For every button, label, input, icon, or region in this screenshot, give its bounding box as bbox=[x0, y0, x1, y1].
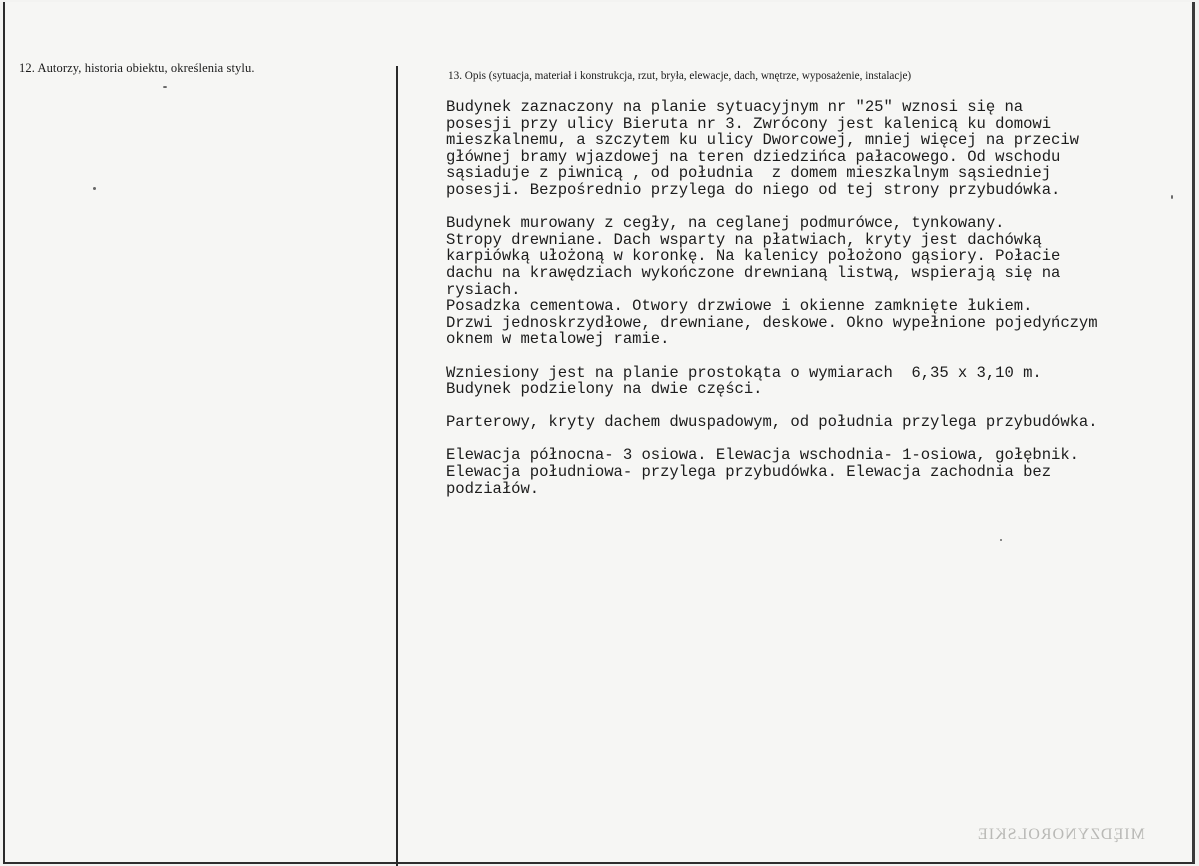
text-line: Budynek podzielony na dwie części. bbox=[446, 380, 763, 399]
text-line: Elewacja północna- 3 osiowa. Elewacja wschodnia- 1-osiowa, gołębnik. bbox=[446, 446, 1079, 465]
text-line: Budynek zaznaczony na planie sytuacyjnym nr "25" wznosi się na bbox=[446, 98, 1024, 116]
section-13-header: 13. Opis (sytuacja, materiał i konstrukcja, rzut, bryła, elewacje, dach, wnętrze, wyposażenie, instalacje) bbox=[448, 70, 912, 82]
paragraph-massing bbox=[446, 414, 1181, 431]
text-line: Stropy drewniane. Dach wsparty na płatwiach, kryty jest dachówką bbox=[446, 230, 1042, 249]
text-line: Wzniesiony jest na planie prostokąta o wymiarach 6,35 x 3,10 m. bbox=[446, 363, 1042, 382]
text-line: rysiach. bbox=[446, 280, 521, 299]
text-line: posesji przy ulicy Bieruta nr 3. Zwrócony jest kalenicą ku domowi bbox=[446, 114, 1052, 133]
form-sheet bbox=[3, 2, 1195, 864]
paper-speck bbox=[1171, 195, 1173, 199]
paper-speck bbox=[163, 86, 167, 88]
text-line: głównej bramy wjazdowej na teren dziedzińca pałacowego. Od wschodu bbox=[446, 147, 1061, 166]
paper-speck bbox=[1000, 539, 1002, 541]
text-line: Drzwi jednoskrzydłowe, drewniane, deskowe. Okno wypełnione pojedyńczym bbox=[446, 313, 1098, 332]
section-13-description bbox=[446, 99, 1181, 497]
paragraph-construction bbox=[446, 215, 1181, 348]
column-divider bbox=[396, 66, 398, 866]
paragraph-location bbox=[446, 99, 1181, 199]
text-line: karpiówką ułożoną w koronkę. Na kalenicy położono gąsiory. Połacie bbox=[446, 247, 1061, 266]
text-line: Budynek murowany z cegły, na ceglanej podmurówce, tynkowany. bbox=[446, 214, 1005, 233]
paragraph-elevations bbox=[446, 447, 1181, 497]
text-line: podziałów. bbox=[446, 479, 540, 498]
paper-speck bbox=[93, 187, 96, 190]
text-line: dachu na krawędziach wykończone drewnianą listwą, wspierają się na bbox=[446, 263, 1061, 282]
text-line: Elewacja południowa- przylega przybudówka. Elewacja zachodnia bez bbox=[446, 463, 1052, 482]
section-12-header: 12. Autorzy, historia obiektu, określenia stylu. bbox=[19, 61, 255, 75]
paragraph-plan bbox=[446, 365, 1181, 398]
text-line: posesji. Bezpośrednio przylega do niego od tej strony przybudówka. bbox=[446, 180, 1061, 199]
text-line: sąsiaduje z piwnicą , od południa z domem mieszkalnym sąsiedniej bbox=[446, 164, 1052, 183]
text-line: Posadzka cementowa. Otwory drzwiowe i okienne zamknięte łukiem. bbox=[446, 297, 1033, 316]
text-line: Parterowy, kryty dachem dwuspadowym, od południa przylega przybudówka. bbox=[446, 413, 1098, 432]
text-line: oknem w metalowej ramie. bbox=[446, 330, 670, 349]
text-line: mieszkalnemu, a szczytem ku ulicy Dworcowej, mniej więcej na przeciw bbox=[446, 131, 1079, 150]
faded-stamp: MIĘDZYNOROLSKIE bbox=[977, 826, 1145, 843]
